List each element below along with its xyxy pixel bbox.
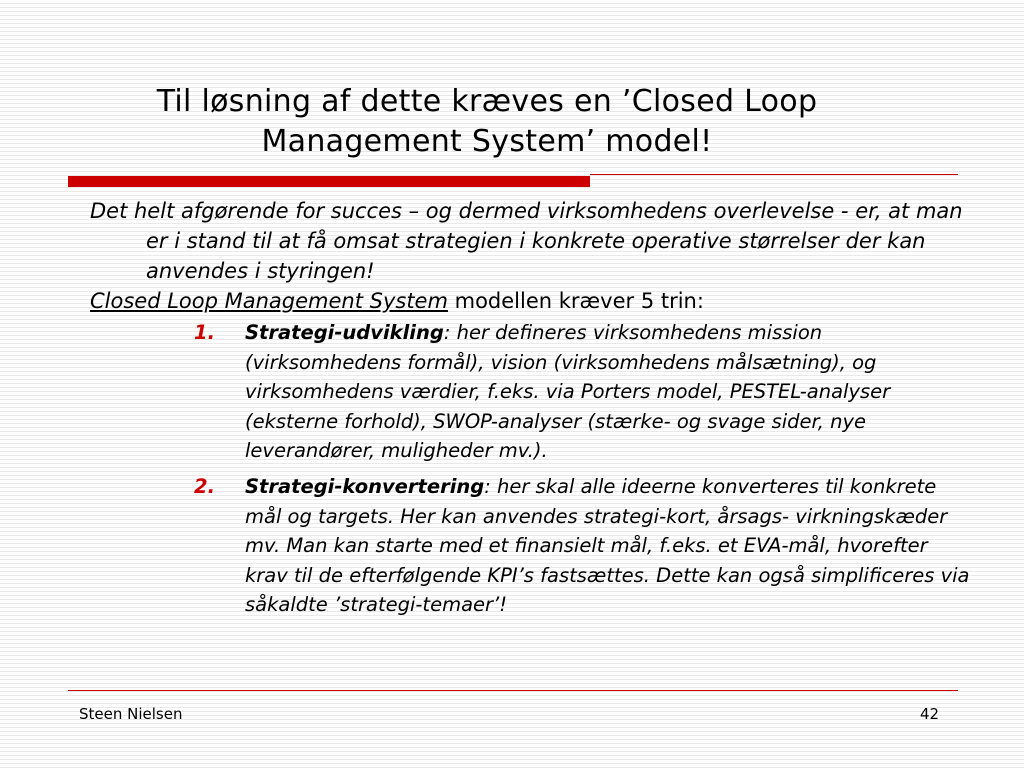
slide-title (70, 82, 904, 162)
slide-body (90, 196, 970, 626)
title-line-1: Til løsning af dette kræves en ’Closed Loop (156, 84, 818, 119)
footer-author: Steen Nielsen (79, 705, 183, 723)
lead-paragraph (90, 286, 970, 316)
title-divider-thick (68, 176, 590, 187)
step-term: Strategi-udvikling (245, 321, 444, 344)
step-text: : her defineres virksomhedens mission (virksomhedens formål), vision (virksomhedens målsætning), og virksomhedens værdier, f.eks. via Porters model, PESTEL-analyser (eksterne forhold), SWOP-analyser (stærke- og svage sider, nye leverandører, muligheder mv.). (245, 321, 891, 463)
step-number: 2. (194, 474, 215, 498)
steps-list (90, 318, 970, 620)
step-text: : her skal alle ideerne konverteres til konkrete mål og targets. Her kan anvendes strategi-kort, årsags- virkningskæder mv. Man kan starte med et finansielt mål, f.eks. et EVA-mål, hvorefter krav til de efterfølgende KPI’s fastsættes. Dette kan også simplificeres via såkaldte ’strategi-temaer’! (245, 474, 970, 617)
step-term: Strategi-konvertering (245, 474, 485, 498)
list-item (90, 318, 975, 466)
list-item (90, 472, 975, 620)
lead-text: modellen kræver 5 trin: (447, 289, 704, 313)
step-number: 1. (194, 321, 215, 344)
title-divider-thin (590, 174, 958, 175)
model-link[interactable]: Closed Loop Management System (90, 289, 448, 313)
page-number: 42 (920, 705, 940, 723)
title-line-2: Management System’ model! (261, 124, 713, 159)
footer-divider (68, 690, 958, 691)
intro-paragraph: Det helt afgørende for succes – og dermed virksomhedens overlevelse - er, at man er i stand til at få omsat strategien i konkrete operative størrelser der kan anvendes i styringen! (90, 199, 963, 283)
